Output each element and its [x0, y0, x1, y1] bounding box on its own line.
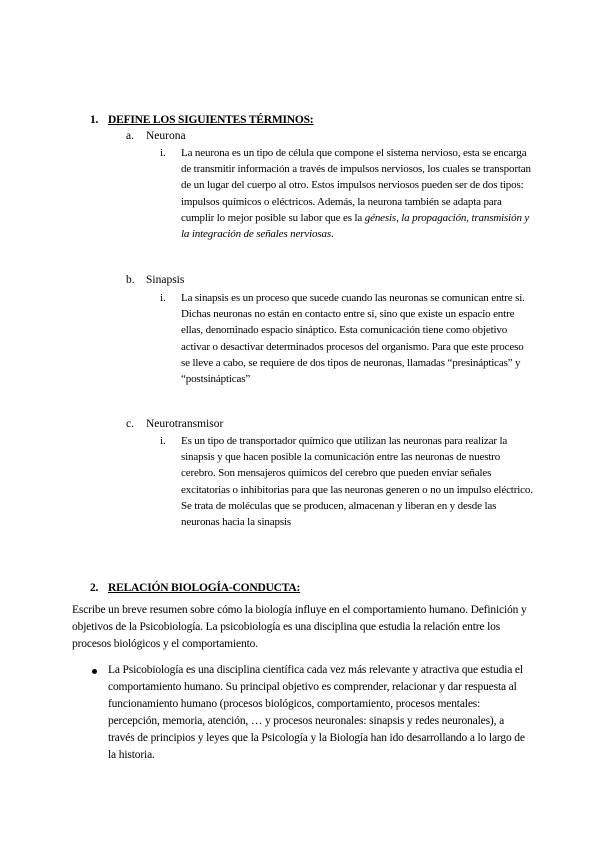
- section-1-title: DEFINE LOS SIGUIENTES TÉRMINOS:: [108, 114, 314, 126]
- term-marker: c.: [126, 418, 134, 430]
- term-label: Neurona: [146, 130, 186, 142]
- bullet-icon: [92, 669, 97, 674]
- term-item-neurona: [126, 128, 186, 144]
- roman-marker: i.: [160, 292, 166, 304]
- roman-marker: i.: [160, 435, 166, 447]
- definition-italic-text: génesis, la propagación, transmisión y la integración de señales nerviosas: [181, 211, 530, 241]
- term-marker: a.: [126, 130, 134, 142]
- section-2-title: RELACIÓN BIOLOGÍA-CONDUCTA:: [108, 582, 301, 594]
- definition-text-end: .: [330, 228, 334, 241]
- section-2-intro: Escribe un breve resumen sobre cómo la biología influye en el comportamiento humano. Definición y objetivos de la Psicobiología. La psicobiología es una disciplina que estudia la relación entre los procesos biológicos y el comportamiento.: [72, 604, 527, 650]
- term-label: Neurotransmisor: [146, 418, 224, 430]
- section-1-heading: [90, 112, 313, 128]
- term-label: Sinapsis: [146, 274, 185, 286]
- section-2-number: 2.: [90, 582, 99, 594]
- term-item-sinapsis: [126, 272, 184, 288]
- roman-marker: i.: [160, 147, 166, 159]
- section-1-number: 1.: [90, 114, 99, 126]
- term-marker: b.: [126, 274, 135, 286]
- term-item-neurotransmisor: [126, 416, 223, 432]
- definition-neurona: [181, 145, 531, 242]
- section-2-heading: [90, 580, 300, 596]
- section-2-bullet-text: La Psicobiología es una disciplina científica cada vez más relevante y atractiva que estudia el comportamiento humano. Su principal objetivo es comprender, relacionar y dar respuesta al funcionamiento humano (procesos biológicos, comportamiento, procesos mentales: percepción, memoria, atención, … y procesos neuronales: sinapsis y redes neuronales), a través de principios y leyes que la Psicología y la Biología han ido desarrollando a lo largo de la historia.: [108, 664, 525, 761]
- definition-neurotransmisor: Es un tipo de transportador químico que utilizan las neuronas para realizar la sinapsis y que hacen posible la comunicación entre las neuronas de nuestro cerebro. Son mensajeros químicos del cerebro que pueden enviar señales excitatorias o inhibitorias para que las neuronas generen o no un impulso eléctrico. Se trata de moléculas que se producen, almacenan y liberan en y desde las neuronas hacia la sinapsis: [181, 435, 533, 529]
- definition-text: La neurona es un tipo de célula que compone el sistema nervioso, esta se encarga de transmitir información a través de impulsos nerviosos, los cuales se transportan de un lugar del cuerpo al otro. Estos impulsos nerviosos pueden ser de dos tipos: impulsos químicos o eléctricos. Además, la neurona también se adapta para cumplir lo mejor posible su labor que es la: [181, 147, 531, 224]
- definition-sinapsis: La sinapsis es un proceso que sucede cuando las neuronas se comunican entre sí. Dichas neuronas no están en contacto entre sí, sino que existe un espacio entre ellas, denominado espacio sináptico. Esta comunicación tiene como objetivo activar o desactivar determinados procesos del organismo. Para que este proceso se lleve a cabo, se requiere de dos tipos de neuronas, llamadas “presinápticas” y “postsinápticas”: [181, 292, 525, 386]
